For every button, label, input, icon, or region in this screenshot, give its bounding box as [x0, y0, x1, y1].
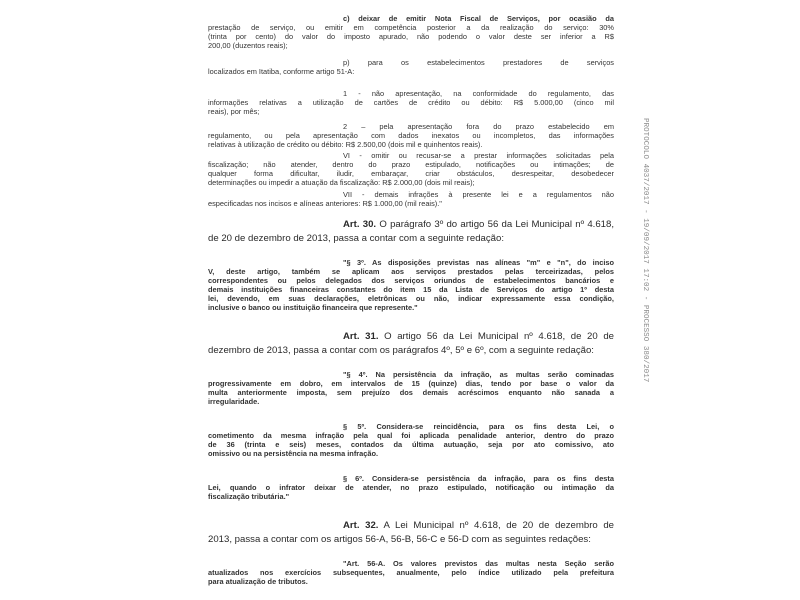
article-heading: Art. 30. — [343, 219, 377, 230]
text-line: progressivamente em dobro, em intervalos de 15 (quinze) dias, tendo por base o valor da — [208, 379, 614, 388]
text-line: localizados em Itatiba, conforme artigo 51-A: — [208, 67, 355, 76]
text-line: regulamento, ou pela apresentação com dados inexatos ou incompletos, das informações — [208, 131, 614, 140]
article-heading: Art. 32. — [343, 520, 379, 531]
text-line: (trinta por cento) do valor do imposto apurado, não podendo o valor deste ser inferior a R$ — [208, 32, 614, 41]
text-line: omissivo ou na persistência na mesma infração. — [208, 449, 379, 458]
text-line: especificadas nos incisos e alíneas anteriores: R$ 1.000,00 (mil reais)." — [208, 199, 442, 208]
text-line: de 36 (trinta e seis) meses, contados da última autuação, seja por ato comissivo, ato — [208, 440, 614, 449]
article-32-line2: 2013, passa a contar com os artigos 56-A, 56-B, 56-C e 56-D com as seguintes redações: — [208, 534, 591, 545]
article-30-line2: de 20 de dezembro de 2013, passa a contar com a seguinte redação: — [208, 233, 505, 244]
text-line: lei, devendo, em suas declarações, eletrônicas ou não, indicar expressamente essa condição, — [208, 294, 614, 303]
text-line: relativas à utilização de crédito ou débito: R$ 2.500,00 (dois mil e quinhentos reais). — [208, 140, 483, 149]
text-line: § 5º. Considera-se reincidência, para os fins desta Lei, o — [343, 422, 614, 431]
article-30-line1 — [343, 219, 614, 231]
text-line: reais), por mês; — [208, 107, 260, 116]
text-line: Lei, quando o infrator deixar de atender, no prazo estipulado, notificação ou intimação da — [208, 483, 614, 492]
text-line: c) deixar de emitir Nota Fiscal de Serviços, por ocasião da — [343, 14, 614, 23]
text-line: atualizados nos exercícios subsequentes, anualmente, pelo índice utilizado pela prefeitura — [208, 568, 614, 577]
text-line: 1 - não apresentação, na conformidade do regulamento, das — [343, 89, 614, 98]
text-line: "Art. 56-A. Os valores previstos das multas nesta Seção serão — [343, 559, 614, 568]
text-line: "§ 4º. Na persistência da infração, as multas serão cominadas — [343, 370, 614, 379]
article-32-line1 — [343, 520, 614, 532]
text-line: prestação de serviço, ou emitir em competência posterior a da realização do serviço: 30% — [208, 23, 614, 32]
text-line: demais instituições financeiras constantes do item 15 da Lista de Serviços do artigo 1º desta — [208, 285, 614, 294]
text-line: fiscalização; não atender, dentro do prazo estipulado, notificações ou intimações; de — [208, 160, 614, 169]
text-line: 200,00 (duzentos reais); — [208, 41, 288, 50]
text-line: inclusive o banco ou instituição financeira que represente." — [208, 303, 418, 312]
text-line: § 6º. Considera-se persistência da infração, para os fins desta — [343, 474, 614, 483]
text-line: determinações ou impedir a atuação da fiscalização: R$ 2.000,00 (dois mil reais); — [208, 178, 475, 187]
article-31-line2: dezembro de 2013, passa a contar com os parágrafos 4º, 5º e 6º, com a seguinte redação: — [208, 345, 594, 356]
text-line: V, deste artigo, também se aplicam aos serviços prestados pelas terceirizadas, pelos — [208, 267, 614, 276]
article-31-line1 — [343, 331, 614, 343]
text-line: cometimento da mesma infração pela qual foi aplicada penalidade anterior, dentro do prazo — [208, 431, 614, 440]
text-line: "§ 3º. As disposições previstas nas alíneas "m" e "n", do inciso — [343, 258, 614, 267]
text-line: fiscalização tributária." — [208, 492, 290, 501]
text-line: correspondentes ou pelos delegados dos serviços oriundos de estabelecimentos bancários e — [208, 276, 614, 285]
text-line: para atualização de tributos. — [208, 577, 308, 586]
text-line: informações relativas a utilização de cartões de crédito ou débito: R$ 5.000,00 (cinco mil — [208, 98, 614, 107]
text-line: VI - omitir ou recusar-se a prestar informações solicitadas pela — [343, 151, 614, 160]
text-line: 2 – pela apresentação fora do prazo estabelecido em — [343, 122, 614, 131]
article-text: A Lei Municipal nº 4.618, de 20 de dezembro de — [383, 520, 615, 531]
protocol-stamp: PROTOCOLO 4037/2017 - 19/09/2017 17:02 - PROCESSO 380/2017 — [641, 118, 649, 383]
text-line: VII - demais infrações à presente lei e a regulamentos não — [343, 190, 614, 199]
text-line: multa anteriormente imposta, sem prejuízo dos demais acréscimos enquanto não sanada a — [208, 388, 614, 397]
text-line: p) para os estabelecimentos prestadores de serviços — [343, 58, 614, 67]
article-heading: Art. 31. — [343, 331, 379, 342]
article-text: O artigo 56 da Lei Municipal nº 4.618, de 20 de — [384, 331, 614, 342]
text-line: qualquer forma dificultar, iludir, embaraçar, criar obstáculos, desrespeitar, desobedecer — [208, 169, 614, 178]
text-line: irregularidade. — [208, 397, 260, 406]
article-text: O parágrafo 3º do artigo 56 da Lei Municipal nº 4.618, — [379, 219, 614, 230]
